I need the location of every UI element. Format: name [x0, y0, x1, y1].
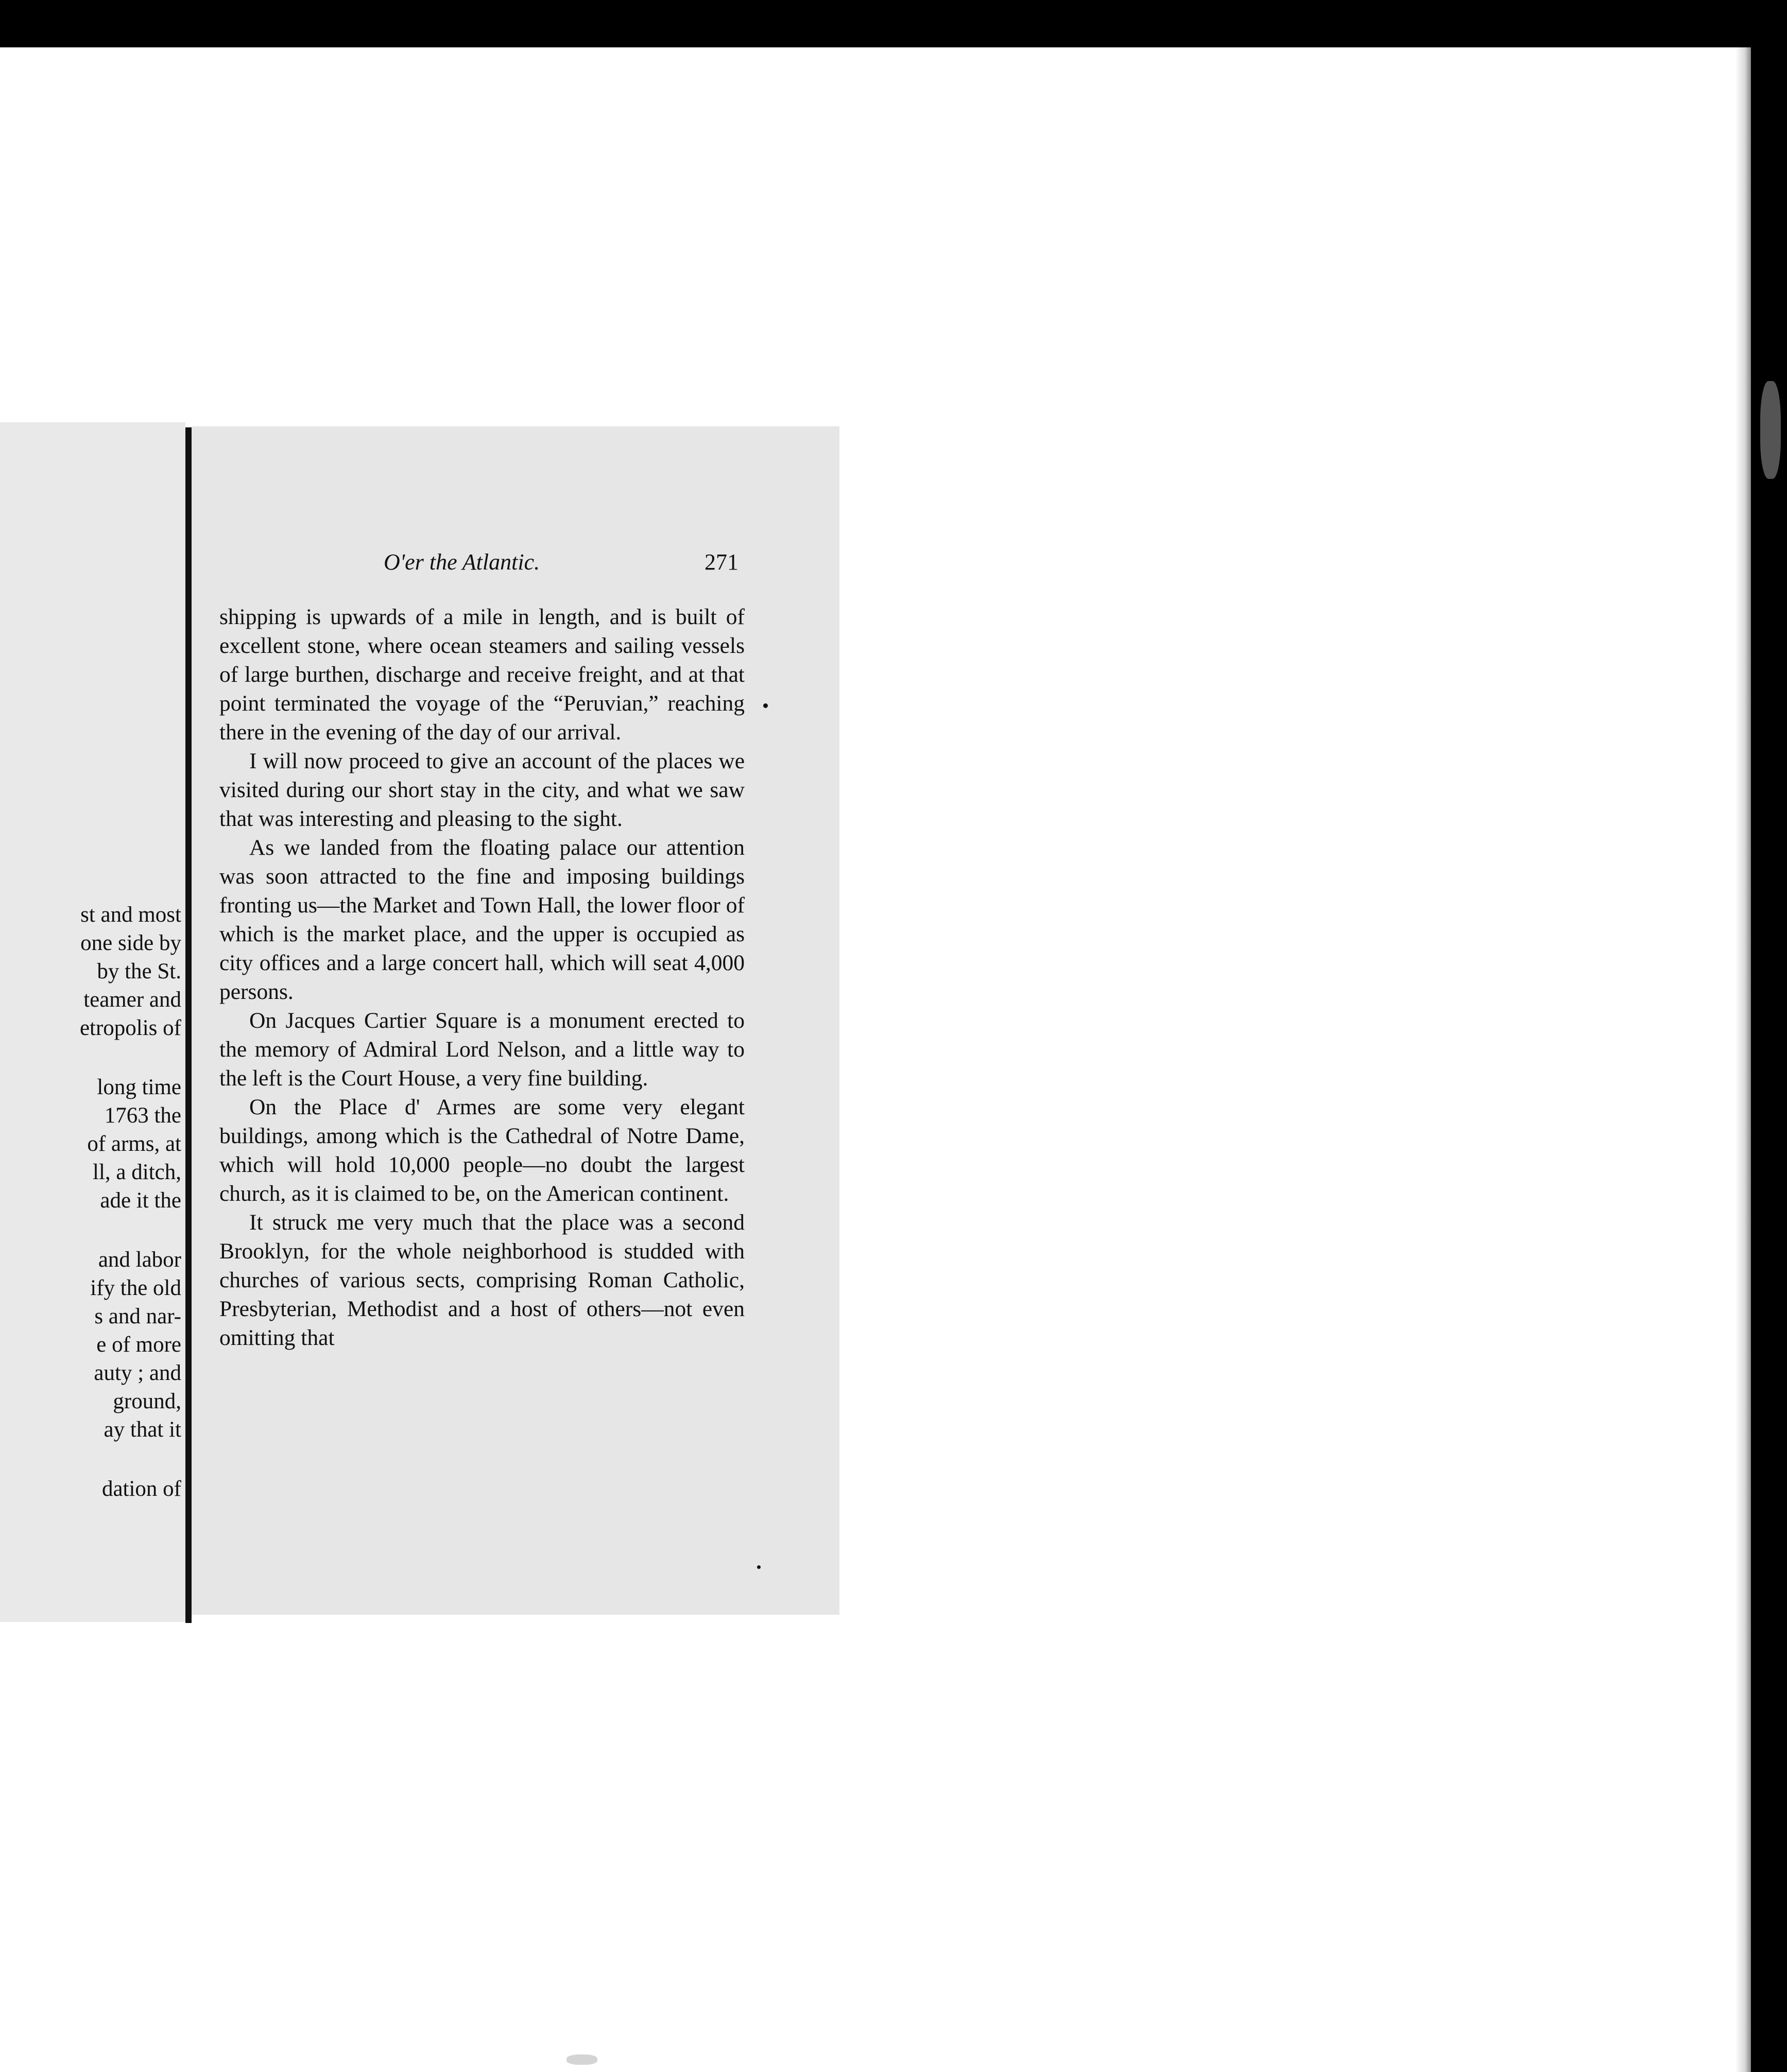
paragraph: It struck me very much that the place was a second Brooklyn, for the whole neighborhood is studded with churches of various sects, comprising Roman Catholic, Presbyterian, Methodist and a host of others—not even omitting that: [219, 1210, 745, 1350]
left-fragment-line: teamer and: [83, 988, 181, 1012]
paragraph: As we landed from the floating palace our attention was soon attracted to the fine and imposing buildings fronting us—the Market and Town Hall, the lower floor of which is the market place, and the upper is occupied as city offices and a large concert hall, which will seat 4,000 persons.: [219, 835, 745, 1004]
left-fragment-line: etropolis of: [79, 1016, 181, 1040]
left-fragment-line: ground,: [113, 1389, 181, 1413]
scan-right-shadow: [1736, 47, 1751, 2072]
scan-speck: [763, 703, 768, 708]
left-fragment-line: and labor: [98, 1248, 181, 1272]
left-fragment-line: auty ; and: [94, 1361, 181, 1385]
paragraph: On Jacques Cartier Square is a monument erected to the memory of Admiral Lord Nelson, and a little way to the left is the Court House, a very fine building.: [219, 1008, 745, 1091]
left-fragment-line: s and nar-: [94, 1304, 181, 1328]
page-number: 271: [705, 549, 738, 575]
left-fragment-line: e of more: [96, 1333, 181, 1357]
left-fragment-line: by the St.: [97, 959, 181, 983]
left-fragment-line: ade it the: [100, 1188, 181, 1213]
page-body: [219, 602, 745, 1352]
paragraph: shipping is upwards of a mile in length, and is built of excellent stone, where ocean steamers and sailing vessels of large burthen, discharge and receive freight, and at that point terminated the voyage of the “Peruvian,” reaching there in the evening of the day of our arrival.: [219, 605, 745, 745]
left-fragment-line: ify the old: [90, 1276, 181, 1300]
scan-right-border: [1751, 47, 1787, 2072]
running-head-title: O'er the Atlantic.: [384, 549, 540, 575]
paragraph: I will now proceed to give an account of the places we visited during our short stay in the city, and what we saw that was interesting and pleasing to the sight.: [219, 749, 745, 831]
left-fragment-line: of arms, at: [87, 1132, 181, 1156]
left-fragment-line: dation of: [101, 1477, 181, 1501]
left-fragment-line: ll, a ditch,: [93, 1160, 181, 1184]
scan-smudge: [1760, 381, 1781, 479]
left-fragment-line: 1763 the: [104, 1103, 181, 1128]
left-fragment-line: long time: [97, 1075, 181, 1099]
left-fragment-line: st and most: [80, 903, 181, 927]
scan-speck: [566, 2054, 597, 2065]
left-fragment-line: ay that it: [104, 1418, 181, 1442]
paragraph: On the Place d' Armes are some very elegant buildings, among which is the Cathedral of Notre Dame, which will hold 10,000 people—no doubt the largest church, as it is claimed to be, on the American continent.: [219, 1095, 745, 1206]
scan-speck: [757, 1565, 761, 1569]
scan-top-border: [0, 0, 1787, 47]
left-page-fragment: [0, 422, 185, 1622]
page-gutter: [185, 427, 192, 1623]
left-fragment-line: one side by: [80, 931, 181, 955]
